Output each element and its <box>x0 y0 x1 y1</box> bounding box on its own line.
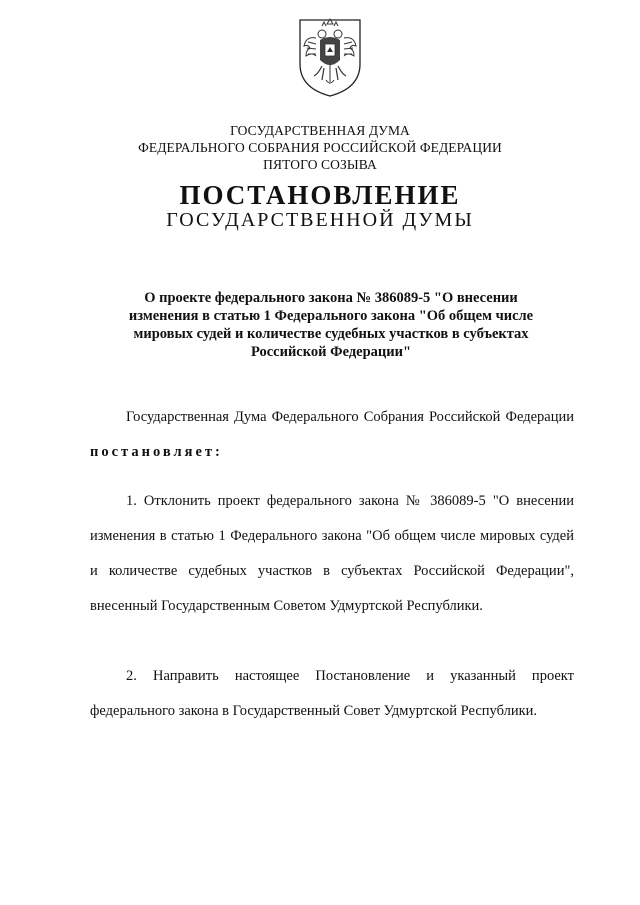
preamble-paragraph <box>90 400 574 470</box>
item-1-paragraph: 1. Отклонить проект федерального закона № 386089-5 "О внесении изменения в статью 1 Федерального закона "Об общем числе мировых судей и количестве судебных участков в субъектах Российской Федерации", внесенный Государственным Советом Удмуртской Республики. <box>90 493 574 614</box>
item-2-paragraph: 2. Направить настоящее Постановление и указанный проект федерального закона в Государственный Совет Удмуртской Республики. <box>90 668 574 719</box>
header-line-convocation: ПЯТОГО СОЗЫВА <box>263 157 377 172</box>
resolution-subject: О проекте федерального закона № 386089-5 "О внесении изменения в статью 1 Федерального закона "Об общем числе мировых судей и количестве судебных участков в субъектах Российской Федерации" <box>128 290 534 360</box>
document-title: ПОСТАНОВЛЕНИЕ <box>179 180 461 210</box>
preamble-text: Государственная Дума Федерального Собрания Российской Федерации <box>126 409 574 425</box>
russian-coat-of-arms-emblem <box>294 14 366 98</box>
header-line-duma: ГОСУДАРСТВЕННАЯ ДУМА <box>230 123 410 138</box>
document-subtitle: ГОСУДАРСТВЕННОЙ ДУМЫ <box>166 209 474 231</box>
header-line-federal-assembly: ФЕДЕРАЛЬНОГО СОБРАНИЯ РОССИЙСКОЙ ФЕДЕРАЦИИ <box>138 140 502 155</box>
preamble-verb: постановляет: <box>90 444 223 460</box>
